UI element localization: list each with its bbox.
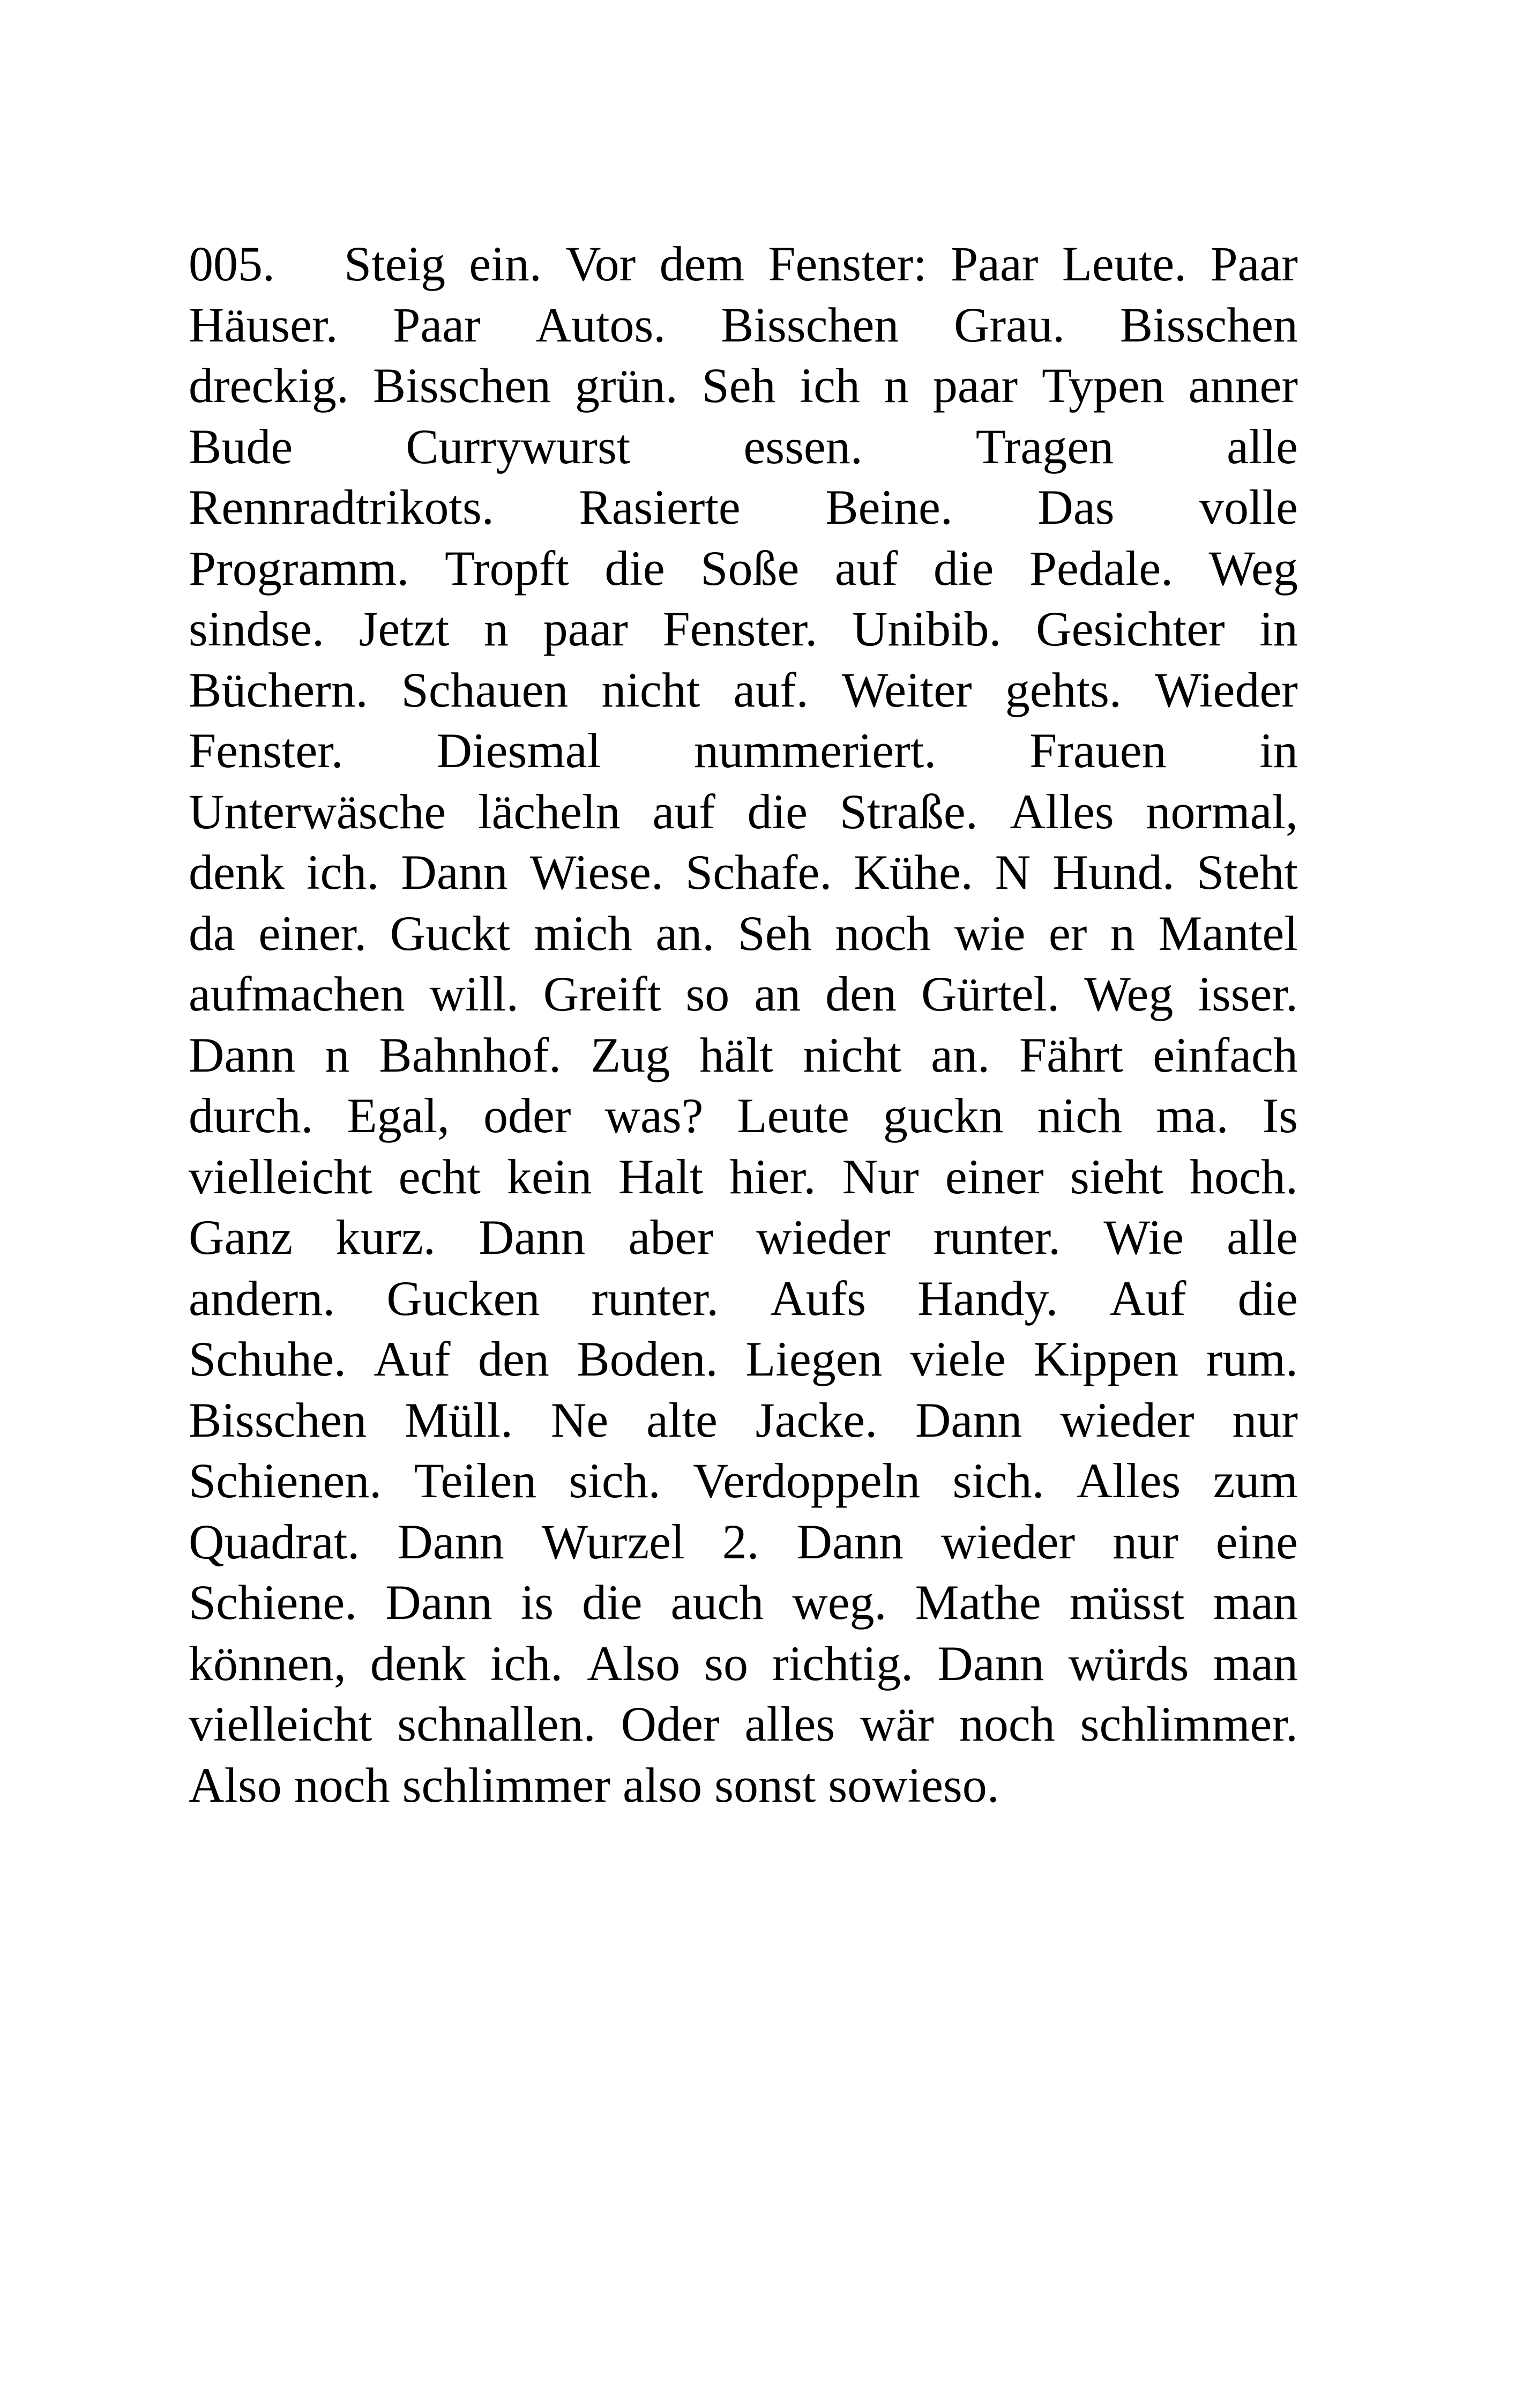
word: Tropft: [444, 540, 569, 596]
word: ma.: [1156, 1088, 1229, 1143]
word: zum: [1213, 1453, 1298, 1508]
word: alles: [744, 1697, 835, 1751]
paragraph-line: [189, 1633, 1298, 1694]
word: Handy.: [917, 1270, 1058, 1326]
word: Gesichter: [1036, 601, 1225, 656]
word: 2.: [722, 1514, 759, 1569]
paragraph-line: [189, 234, 1298, 295]
word: Mantel: [1158, 905, 1298, 961]
word: Wiese.: [529, 845, 663, 900]
word: noch: [959, 1697, 1055, 1751]
word: Müll.: [405, 1392, 513, 1447]
paragraph-line: [189, 538, 1298, 599]
word: Vor: [565, 236, 636, 291]
word: n: [483, 601, 509, 656]
word: Auf: [1109, 1270, 1186, 1326]
word: runter.: [933, 1210, 1061, 1265]
word: dem: [659, 236, 744, 291]
word: Typen: [1042, 358, 1164, 413]
word: essen.: [743, 419, 863, 474]
word: oder: [483, 1088, 571, 1143]
word: an.: [931, 1027, 990, 1082]
word: man: [1213, 1575, 1298, 1630]
word: rum.: [1206, 1332, 1298, 1386]
word: Dann: [397, 1514, 504, 1569]
word: volle: [1199, 480, 1298, 534]
section-number: 005.: [189, 236, 275, 291]
word: Rennradtrikots.: [189, 480, 494, 534]
word: n: [325, 1027, 350, 1082]
word: denk: [370, 1636, 466, 1691]
paragraph-line: [189, 1390, 1298, 1451]
word: sindse.: [189, 601, 324, 656]
word: Autos.: [535, 297, 666, 352]
word: vielleicht: [189, 1697, 372, 1751]
word: Schuhe.: [189, 1332, 346, 1386]
word: auf: [652, 784, 715, 839]
word: Dann: [385, 1575, 492, 1630]
word: Bisschen: [189, 1392, 367, 1447]
paragraph-line: [189, 903, 1298, 964]
paragraph-line: [189, 1329, 1298, 1390]
word: Mathe: [915, 1575, 1041, 1630]
word: wieder: [940, 1514, 1076, 1569]
word: denk: [189, 845, 285, 900]
word: Dann: [796, 1514, 904, 1569]
word: Diesmal: [436, 723, 601, 778]
word: n: [884, 358, 909, 413]
paragraph-line: [189, 1147, 1298, 1208]
word: die: [582, 1575, 643, 1630]
word: grün.: [574, 358, 678, 413]
word: sich.: [952, 1453, 1044, 1508]
word: Straße.: [839, 784, 978, 839]
word: Frauen: [1029, 723, 1167, 778]
word: Fährt: [1019, 1027, 1124, 1082]
word: Häuser.: [189, 297, 338, 352]
paragraph-line: [189, 477, 1298, 538]
word: Egal,: [347, 1088, 450, 1143]
word: in: [1259, 601, 1298, 656]
word: Fenster.: [662, 601, 818, 656]
paragraph-line: [189, 417, 1298, 478]
paragraph-line: [189, 964, 1298, 1025]
word: Zug: [591, 1027, 670, 1082]
word: Bisschen: [721, 297, 899, 352]
word: Weg: [1208, 540, 1298, 596]
word: nicht: [601, 662, 700, 717]
word: Gucken: [386, 1270, 540, 1326]
word: müsst: [1069, 1575, 1185, 1630]
paragraph-line: [189, 782, 1298, 843]
word: kein: [507, 1149, 592, 1204]
word: Bahnhof.: [379, 1027, 562, 1082]
word: so: [685, 967, 730, 1021]
word: isser.: [1198, 967, 1298, 1021]
word: Steig: [344, 236, 446, 291]
word: Also: [587, 1636, 681, 1691]
paragraph-line: [189, 1268, 1298, 1329]
word: hält: [699, 1027, 774, 1082]
word: Dann: [189, 1027, 296, 1082]
word: Nur: [842, 1149, 919, 1204]
word: Steht: [1196, 845, 1298, 900]
word: einfach: [1153, 1027, 1298, 1082]
word: schlimmer.: [1080, 1697, 1298, 1751]
word: ich.: [490, 1636, 563, 1691]
word: Paar: [393, 297, 481, 352]
word: was?: [604, 1088, 704, 1143]
word: Seh: [701, 358, 776, 413]
word: Dann: [937, 1636, 1044, 1691]
word: Leute: [737, 1088, 849, 1143]
word: den: [825, 967, 897, 1021]
word: Auf: [374, 1332, 451, 1386]
word: Beine.: [825, 480, 953, 534]
word: nicht: [803, 1027, 902, 1082]
word: Bude: [189, 419, 293, 474]
word: Guckt: [390, 905, 511, 961]
word: Jacke.: [755, 1392, 878, 1447]
word: aber: [628, 1210, 713, 1265]
word: Schauen: [401, 662, 569, 717]
word: er: [1048, 905, 1087, 961]
word: schnallen.: [397, 1697, 596, 1751]
word: würds: [1068, 1636, 1189, 1691]
word: Kippen: [1033, 1332, 1179, 1386]
word: Greift: [543, 967, 661, 1021]
word: hier.: [729, 1149, 816, 1204]
word: Büchern.: [189, 662, 368, 717]
word: Is: [1262, 1088, 1298, 1143]
word: Teilen: [414, 1453, 537, 1508]
line-words: [344, 234, 1298, 295]
word: gehts.: [1005, 662, 1122, 717]
word: Schienen.: [189, 1453, 382, 1508]
word: Seh: [737, 905, 812, 961]
word: Ganz: [189, 1210, 293, 1265]
word: Kühe.: [854, 845, 973, 900]
word: wär: [860, 1697, 934, 1751]
word: die: [747, 784, 808, 839]
word: Oder: [621, 1697, 720, 1751]
word: einer.: [258, 905, 367, 961]
paragraph-last-line: Also noch schlimmer also sonst sowieso.: [189, 1757, 999, 1812]
word: andern.: [189, 1270, 335, 1326]
paragraph-line: [189, 1512, 1298, 1573]
word: auf.: [733, 662, 809, 717]
word: sieht: [1070, 1149, 1163, 1204]
word: Programm.: [189, 540, 409, 596]
word: echt: [398, 1149, 481, 1204]
word: man: [1213, 1636, 1298, 1691]
word: nur: [1113, 1514, 1178, 1569]
word: Dann: [479, 1210, 586, 1265]
word: Das: [1037, 480, 1115, 534]
word: Liegen: [745, 1332, 883, 1386]
word: normal,: [1146, 784, 1298, 839]
word: auf: [834, 540, 898, 596]
word: Weiter: [841, 662, 972, 717]
paragraph-line: [189, 1207, 1298, 1268]
word: nich: [1037, 1088, 1123, 1143]
word: n: [1110, 905, 1135, 961]
word: Currywurst: [406, 419, 631, 474]
word: ich.: [306, 845, 379, 900]
word: alle: [1227, 1210, 1298, 1265]
word: eine: [1215, 1514, 1298, 1569]
word: Ne: [550, 1392, 609, 1447]
word: Wie: [1103, 1210, 1184, 1265]
word: paar: [932, 358, 1018, 413]
word: in: [1259, 723, 1298, 778]
paragraph-line: [189, 1086, 1298, 1147]
word: Gürtel.: [921, 967, 1060, 1021]
word: runter.: [591, 1270, 719, 1326]
word: Jetzt: [359, 601, 450, 656]
word: dreckig.: [189, 358, 349, 413]
word: auch: [670, 1575, 764, 1630]
word: Fenster:: [768, 236, 927, 291]
word: Schafe.: [685, 845, 832, 900]
word: is: [520, 1575, 554, 1630]
word: anner: [1188, 358, 1298, 413]
word: Schiene.: [189, 1575, 357, 1630]
word: wieder: [1060, 1392, 1194, 1447]
word: aufmachen: [189, 967, 405, 1021]
word: da: [189, 905, 235, 961]
word: N: [995, 845, 1031, 900]
word: Unibib.: [852, 601, 1002, 656]
word: die: [1237, 1270, 1298, 1326]
body-paragraph: [189, 234, 1298, 1816]
word: Wurzel: [541, 1514, 685, 1569]
word: Pedale.: [1029, 540, 1174, 596]
word: Alles: [1010, 784, 1114, 839]
word: weg.: [792, 1575, 887, 1630]
word: Fenster.: [189, 723, 344, 778]
paragraph-line: [189, 1025, 1298, 1086]
paragraph-line: [189, 599, 1298, 660]
word: Aufs: [770, 1270, 867, 1326]
word: Tragen: [975, 419, 1114, 474]
word: Dann: [401, 845, 508, 900]
word: die: [604, 540, 665, 596]
word: Hund.: [1052, 845, 1175, 900]
word: Paar: [1210, 236, 1298, 291]
word: Grau.: [954, 297, 1065, 352]
word: Paar: [950, 236, 1039, 291]
word: Alles: [1077, 1453, 1181, 1508]
word: können,: [189, 1636, 346, 1691]
word: alte: [646, 1392, 718, 1447]
word: Soße: [700, 540, 800, 596]
word: guckn: [883, 1088, 1004, 1143]
word: wie: [954, 905, 1026, 961]
paragraph-line: [189, 660, 1298, 721]
word: paar: [543, 601, 628, 656]
word: den: [477, 1332, 549, 1386]
word: nur: [1232, 1392, 1298, 1447]
word: an: [754, 967, 801, 1021]
word: einer: [945, 1149, 1044, 1204]
word: durch.: [189, 1088, 313, 1143]
word: Dann: [915, 1392, 1022, 1447]
word: Bisschen: [372, 358, 551, 413]
paragraph-line: [189, 720, 1298, 782]
word: viele: [910, 1332, 1006, 1386]
paragraph-line: [189, 1694, 1298, 1755]
word: richtig.: [772, 1636, 914, 1691]
paragraph-line: [189, 355, 1298, 417]
word: ein.: [469, 236, 542, 291]
word: Bisschen: [1119, 297, 1298, 352]
word: so: [704, 1636, 748, 1691]
word: vielleicht: [189, 1149, 372, 1204]
word: Verdoppeln: [693, 1453, 921, 1508]
word: Boden.: [577, 1332, 718, 1386]
word: Wieder: [1154, 662, 1298, 717]
word: wieder: [756, 1210, 891, 1265]
word: will.: [429, 967, 519, 1021]
paragraph-line: [189, 1572, 1298, 1633]
word: Weg: [1084, 967, 1174, 1021]
word: hoch.: [1190, 1149, 1298, 1204]
word: kurz.: [335, 1210, 436, 1265]
paragraph-line: [189, 1451, 1298, 1512]
word: noch: [835, 905, 931, 961]
word: nummeriert.: [694, 723, 937, 778]
word: sich.: [569, 1453, 661, 1508]
word: Quadrat.: [189, 1514, 360, 1569]
word: lächeln: [477, 784, 621, 839]
word: an.: [655, 905, 715, 961]
word: die: [933, 540, 994, 596]
word: Unterwäsche: [189, 784, 446, 839]
word: Rasierte: [579, 480, 741, 534]
word: alle: [1227, 419, 1298, 474]
word: Halt: [618, 1149, 704, 1204]
word: mich: [533, 905, 632, 961]
paragraph-line: [189, 842, 1298, 903]
paragraph-line: [189, 295, 1298, 356]
word: ich: [800, 358, 860, 413]
word: Leute.: [1062, 236, 1187, 291]
